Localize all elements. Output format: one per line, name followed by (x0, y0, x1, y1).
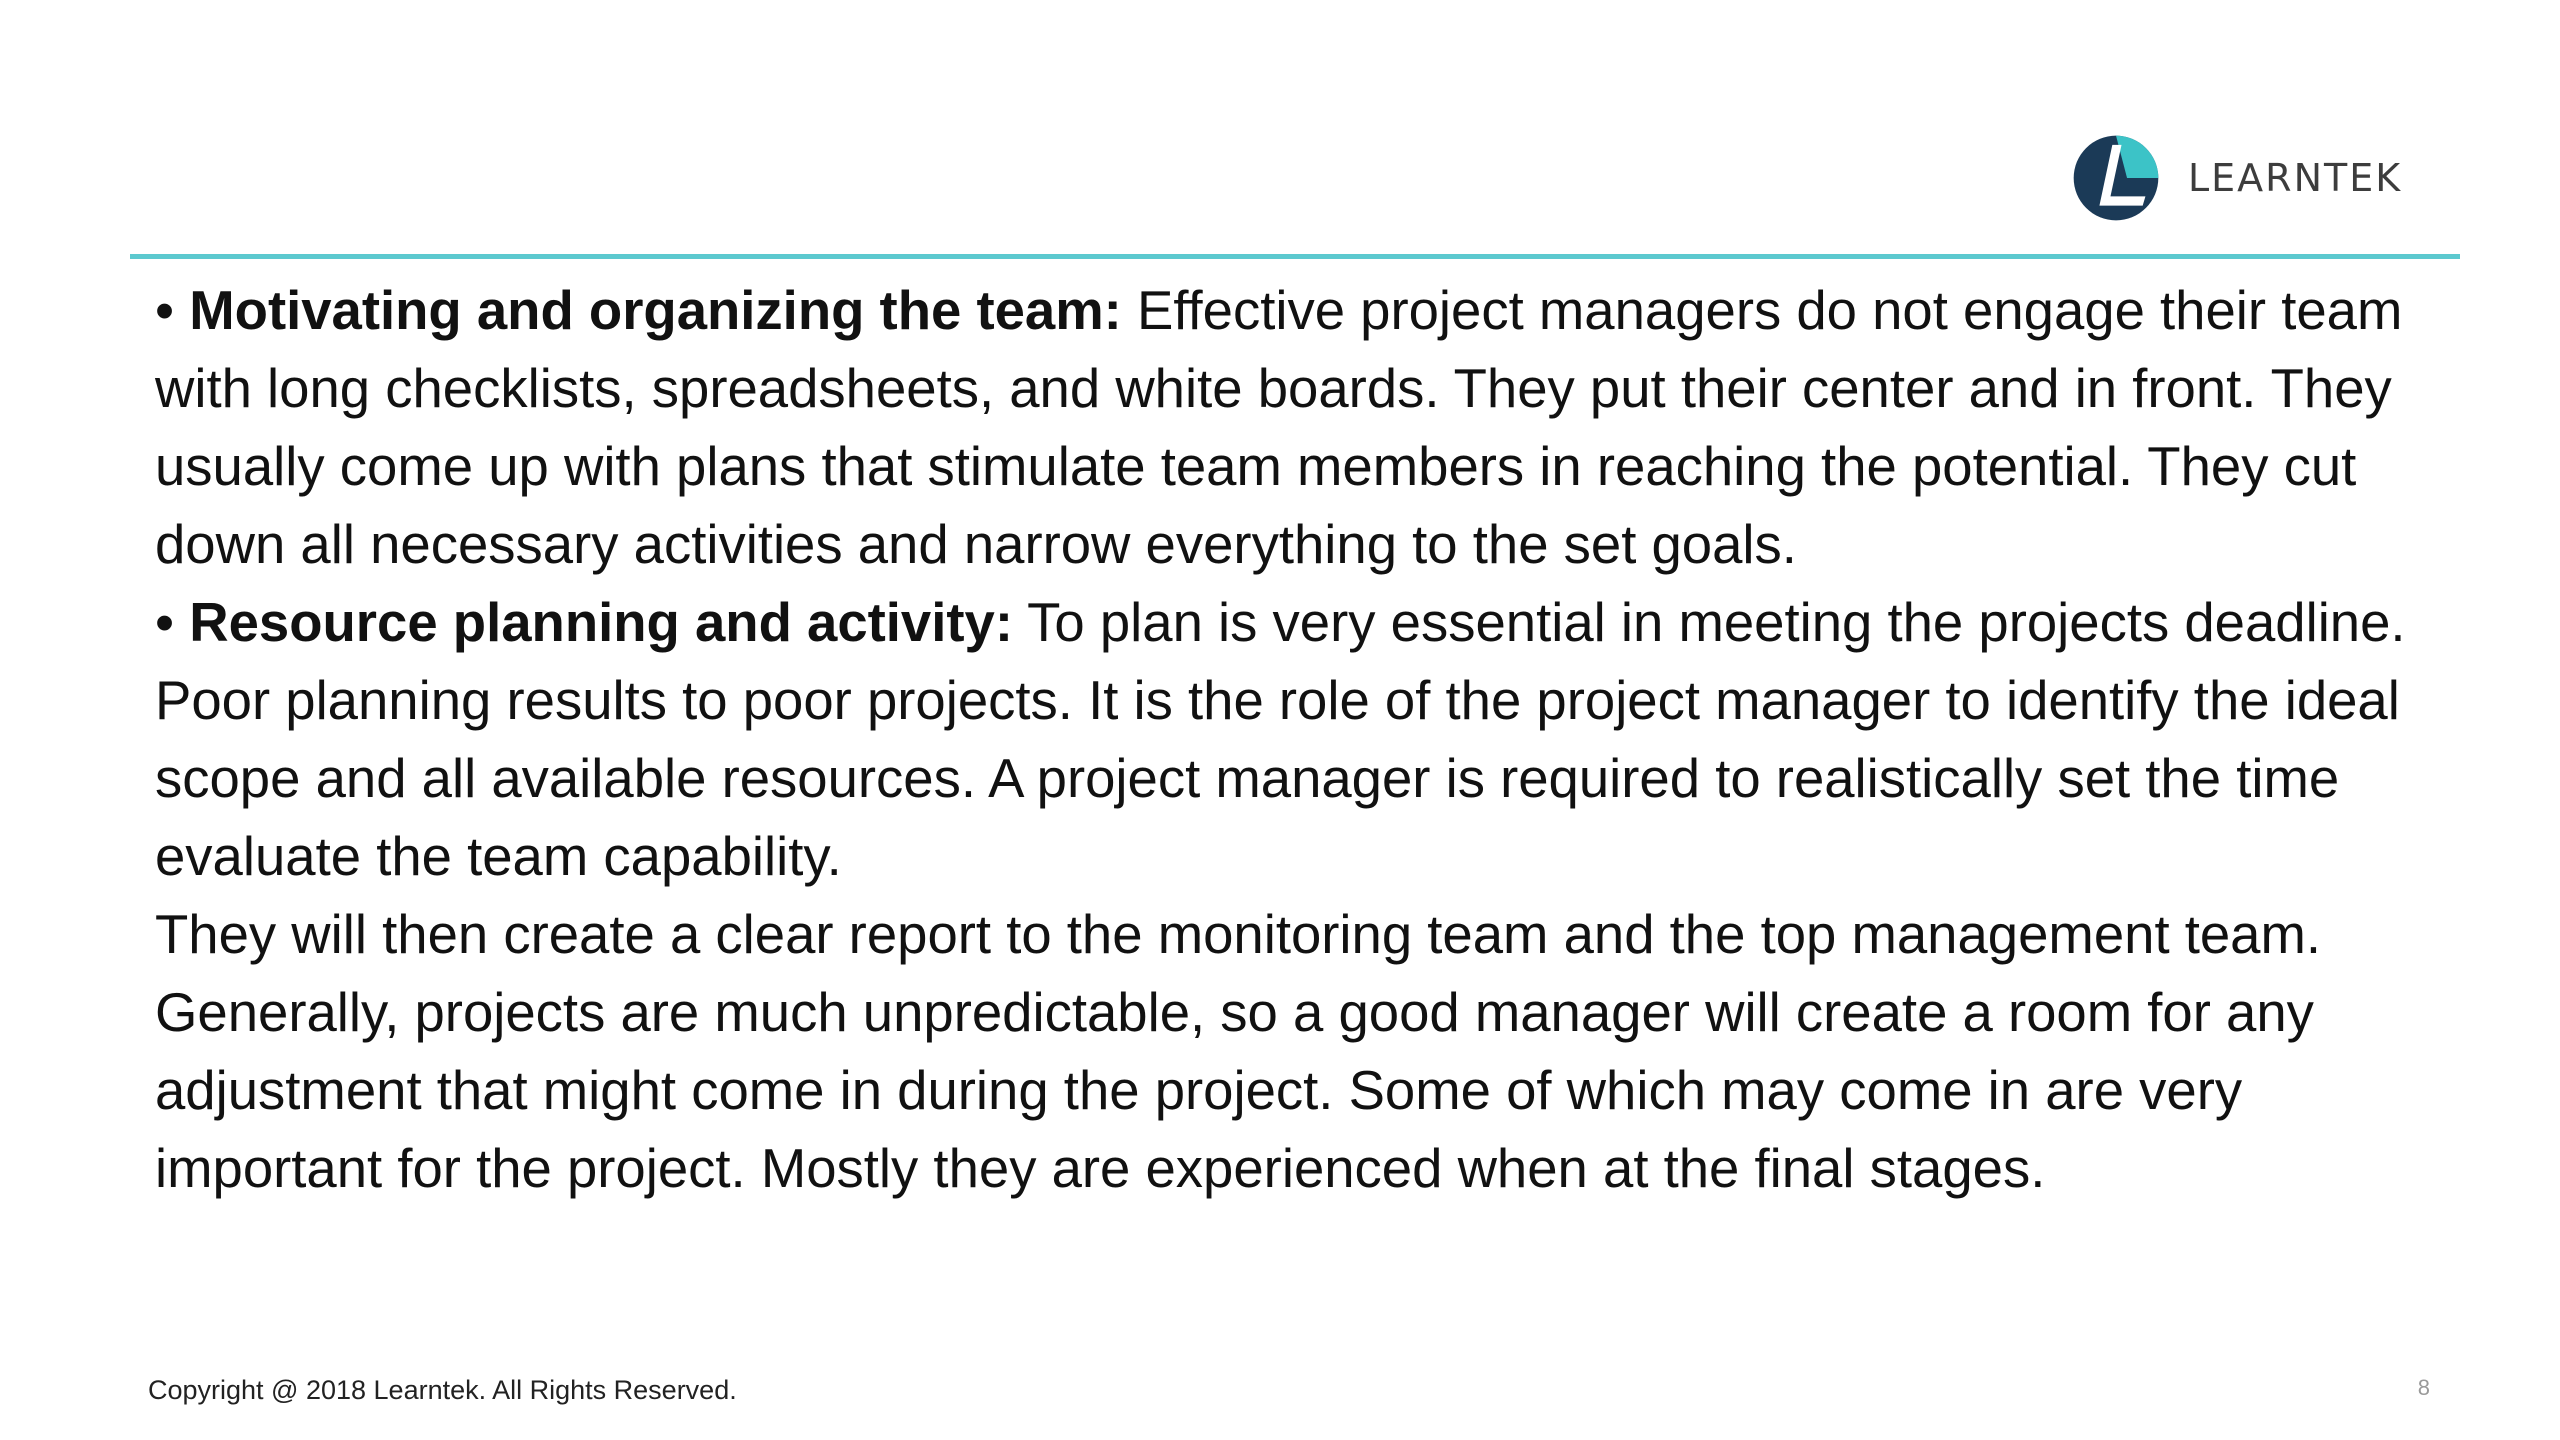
body-paragraph: They will then create a clear report to the monitoring team and the top management team. Generally, projects are much unpredictable, so a good manager will create a room for any adjustment that might come in during the project. Some of which may come in are very important for the project. Mostly they are experienced when at the final stages. (155, 904, 2322, 1199)
bullet-marker: • (155, 592, 175, 653)
bullet-text: Effective project managers do not engage their team with long checklists, spreadsheets, and white boards. They put their center and in front. They usually come up with plans that stimulate team members in reaching the potential. They cut down all necessary activities and narrow everything to the set goals. (155, 280, 2403, 575)
bullet-resource-planning (155, 584, 2465, 896)
learntek-logo-icon (2070, 132, 2162, 224)
header-divider (130, 254, 2460, 259)
logo-wordmark: LEARNTEK (2188, 156, 2403, 200)
copyright-notice: Copyright @ 2018 Learntek. All Rights Reserved. (148, 1375, 737, 1405)
bullet-motivating (155, 272, 2465, 584)
bullet-marker: • (155, 280, 175, 341)
bullet-text: To plan is very essential in meeting the projects deadline. Poor planning results to poor projects. It is the role of the project manager to identify the ideal scope and all available resources. A project manager is required to realistically set the time evaluate the team capability. (155, 592, 2406, 887)
learntek-logo (2070, 128, 2402, 228)
bullet-title: Resource planning and activity: (189, 592, 1013, 653)
page-number: 8 (2417, 1375, 2430, 1400)
bullet-title: Motivating and organizing the team: (189, 280, 1122, 341)
slide-body (155, 272, 2465, 1208)
